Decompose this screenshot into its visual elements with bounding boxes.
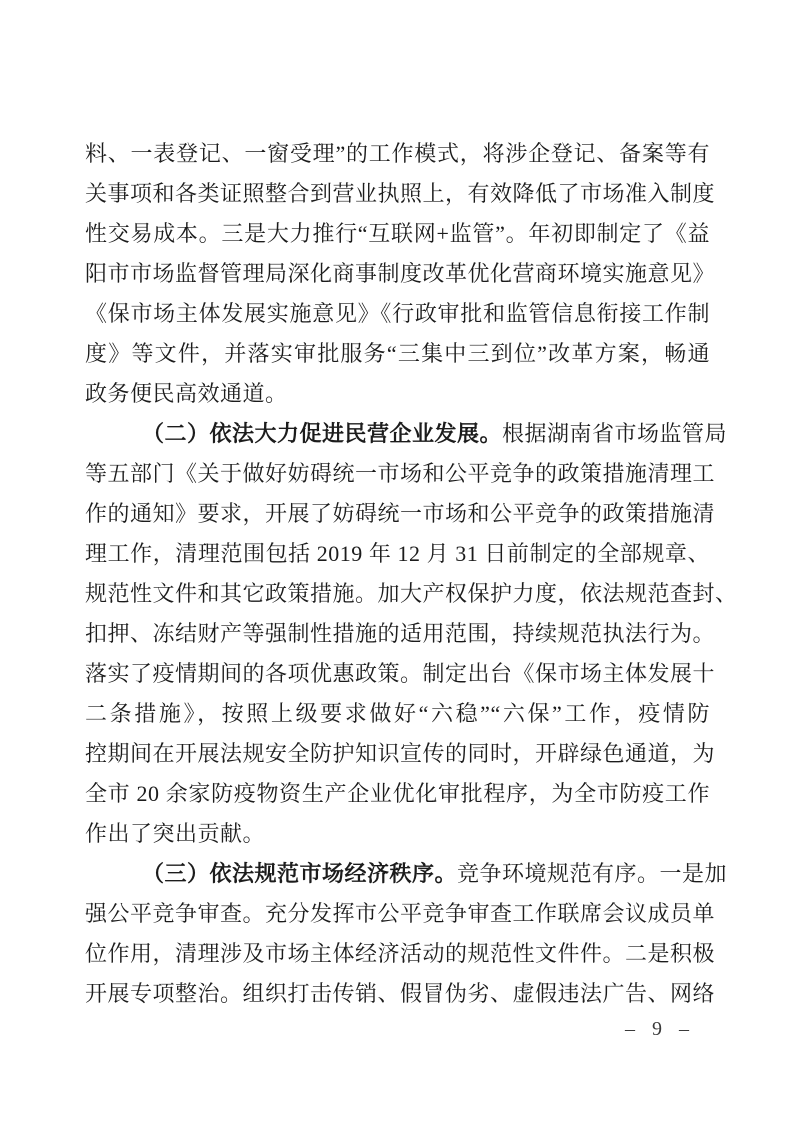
text-line [85, 174, 716, 214]
text-segment: 作的通知》要求，开展了妨碍统一市场和公平竞争的政策措施清 [85, 501, 716, 526]
text-segment: 落实了疫情期间的各项优惠政策。制定出台《保市场主体发展十 [85, 661, 716, 686]
text-line [85, 374, 710, 414]
text-line [85, 254, 716, 294]
text-segment: 全市 20 余家防疫物资生产企业优化审批程序，为全市防疫工作 [85, 781, 710, 806]
page-number: – 9 – [625, 1018, 695, 1040]
text-line [85, 814, 710, 854]
text-segment: 阳市市场监督管理局深化商事制度改革优化营商环境实施意见》 [85, 261, 716, 286]
text-line [85, 134, 710, 174]
text-segment: 理工作，清理范围包括 2019 年 12 月 31 日前制定的全部规章、 [85, 541, 710, 566]
text-line [85, 774, 710, 814]
text-segment: 关事项和各类证照整合到营业执照上，有效降低了市场准入制度 [85, 181, 716, 206]
text-line [85, 694, 710, 734]
text-segment: 作出了突出贡献。 [85, 821, 266, 846]
text-line [85, 494, 716, 534]
text-line [85, 894, 716, 934]
text-segment: 等五部门《关于做好妨碍统一市场和公平竞争的政策措施清理工 [85, 461, 716, 486]
text-line [85, 334, 710, 374]
text-segment: 强公平竞争审查。充分发挥市公平竞争审查工作联席会议成员单 [85, 901, 716, 926]
text-segment: 竞争环境规范有序。一是加 [457, 861, 728, 886]
text-line [85, 414, 728, 454]
text-line [85, 534, 710, 574]
text-segment: 政务便民高效通道。 [85, 381, 288, 406]
document-body [85, 134, 738, 1014]
text-segment: 《保市场主体发展实施意见》《行政审批和监管信息衔接工作制 [85, 301, 710, 326]
text-line [85, 614, 716, 654]
text-segment: 度》等文件，并落实审批服务“三集中三到位”改革方案，畅通 [85, 341, 711, 366]
text-line [85, 934, 716, 974]
text-segment: 开展专项整治。组织打击传销、假冒伪劣、虚假违法广告、网络 [85, 981, 716, 1006]
text-segment: 控期间在开展法规安全防护知识宣传的同时，开辟绿色通道，为 [85, 741, 716, 766]
heading-segment: （二）依法大力促进民营企业发展。 [142, 421, 503, 446]
heading-segment: （三）依法规范市场经济秩序。 [142, 861, 458, 886]
text-segment: 性交易成本。三是大力推行“互联网+监管”。年初即制定了《益 [85, 221, 710, 246]
text-line [85, 654, 716, 694]
text-line [85, 454, 716, 494]
text-segment: 二条措施》，按照上级要求做好“六稳”“六保”工作，疫情防 [85, 701, 710, 726]
text-segment: 位作用，清理涉及市场主体经济活动的规范性文件件。二是积极 [85, 941, 716, 966]
text-segment: 根据湖南省市场监管局 [502, 421, 728, 446]
text-line [85, 854, 728, 894]
text-line [85, 214, 710, 254]
text-line [85, 734, 716, 774]
text-line [85, 574, 738, 614]
text-segment: 规范性文件和其它政策措施。加大产权保护力度，依法规范查封、 [85, 581, 738, 606]
text-line [85, 974, 716, 1014]
text-segment: 料、一表登记、一窗受理”的工作模式，将涉企登记、备案等有 [85, 141, 710, 166]
text-line [85, 294, 710, 334]
text-segment: 扣押、冻结财产等强制性措施的适用范围，持续规范执法行为。 [85, 621, 716, 646]
